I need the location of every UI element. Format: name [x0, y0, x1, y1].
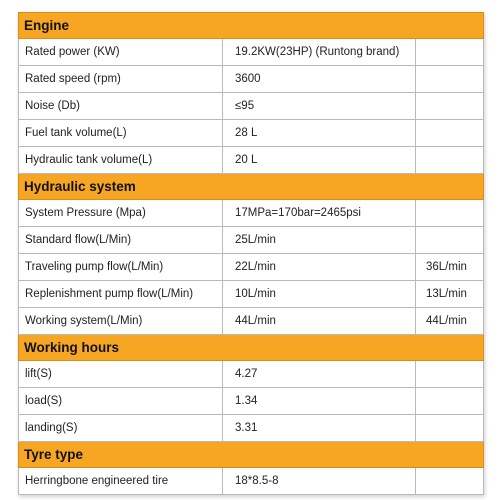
- spec-label-cell: Rated power (KW): [19, 39, 223, 66]
- table-row: [19, 254, 484, 281]
- spec-label-cell: lift(S): [19, 361, 223, 388]
- spec-table: [18, 12, 484, 495]
- table-row: [19, 93, 484, 120]
- spec-value-cell: 3600: [223, 66, 416, 93]
- section-header-tyre-type: [19, 442, 484, 468]
- section-title: Engine: [19, 13, 484, 39]
- spec-label-cell: Replenishment pump flow(L/Min): [19, 281, 223, 308]
- section-header-working-hours: [19, 335, 484, 361]
- spec-value-cell: 1.34: [223, 388, 416, 415]
- spec-label-cell: load(S): [19, 388, 223, 415]
- table-row: [19, 200, 484, 227]
- spec-value-cell: 28 L: [223, 120, 416, 147]
- spec-label-cell: Herringbone engineered tire: [19, 468, 223, 495]
- spec-alt-value-cell: [416, 93, 484, 120]
- spec-value-cell: 18*8.5-8: [223, 468, 416, 495]
- spec-label-cell: Noise (Db): [19, 93, 223, 120]
- spec-label-cell: Hydraulic tank volume(L): [19, 147, 223, 174]
- spec-alt-value-cell: [416, 120, 484, 147]
- table-row: [19, 388, 484, 415]
- table-row: [19, 468, 484, 495]
- table-row: [19, 361, 484, 388]
- table-row: [19, 281, 484, 308]
- spec-label-cell: Working system(L/Min): [19, 308, 223, 335]
- spec-alt-value-cell: 13L/min: [416, 281, 484, 308]
- spec-alt-value-cell: [416, 415, 484, 442]
- spec-label-cell: Standard flow(L/Min): [19, 227, 223, 254]
- spec-value-cell: 25L/min: [223, 227, 416, 254]
- spec-value-cell: 4.27: [223, 361, 416, 388]
- spec-value-cell: 22L/min: [223, 254, 416, 281]
- spec-label-cell: Rated speed (rpm): [19, 66, 223, 93]
- table-row: [19, 39, 484, 66]
- section-title: Working hours: [19, 335, 484, 361]
- spec-alt-value-cell: [416, 200, 484, 227]
- table-row: [19, 415, 484, 442]
- section-title: Tyre type: [19, 442, 484, 468]
- spec-label-cell: System Pressure (Mpa): [19, 200, 223, 227]
- table-row: [19, 147, 484, 174]
- spec-value-cell: 19.2KW(23HP) (Runtong brand): [223, 39, 416, 66]
- spec-table-body: [19, 13, 484, 495]
- spec-value-cell: ≤95: [223, 93, 416, 120]
- section-title: Hydraulic system: [19, 174, 484, 200]
- spec-label-cell: Fuel tank volume(L): [19, 120, 223, 147]
- table-row: [19, 66, 484, 93]
- section-header-hydraulic-system: [19, 174, 484, 200]
- spec-alt-value-cell: [416, 66, 484, 93]
- spec-label-cell: Traveling pump flow(L/Min): [19, 254, 223, 281]
- table-row: [19, 308, 484, 335]
- spec-alt-value-cell: [416, 361, 484, 388]
- section-header-engine: [19, 13, 484, 39]
- spec-alt-value-cell: [416, 468, 484, 495]
- spec-value-cell: 20 L: [223, 147, 416, 174]
- spec-value-cell: 44L/min: [223, 308, 416, 335]
- spec-alt-value-cell: [416, 39, 484, 66]
- table-row: [19, 120, 484, 147]
- spec-alt-value-cell: 44L/min: [416, 308, 484, 335]
- spec-alt-value-cell: [416, 147, 484, 174]
- spec-value-cell: 3.31: [223, 415, 416, 442]
- spec-value-cell: 17MPa=170bar=2465psi: [223, 200, 416, 227]
- spec-alt-value-cell: [416, 388, 484, 415]
- spec-alt-value-cell: [416, 227, 484, 254]
- spec-label-cell: landing(S): [19, 415, 223, 442]
- table-row: [19, 227, 484, 254]
- spec-alt-value-cell: 36L/min: [416, 254, 484, 281]
- spec-value-cell: 10L/min: [223, 281, 416, 308]
